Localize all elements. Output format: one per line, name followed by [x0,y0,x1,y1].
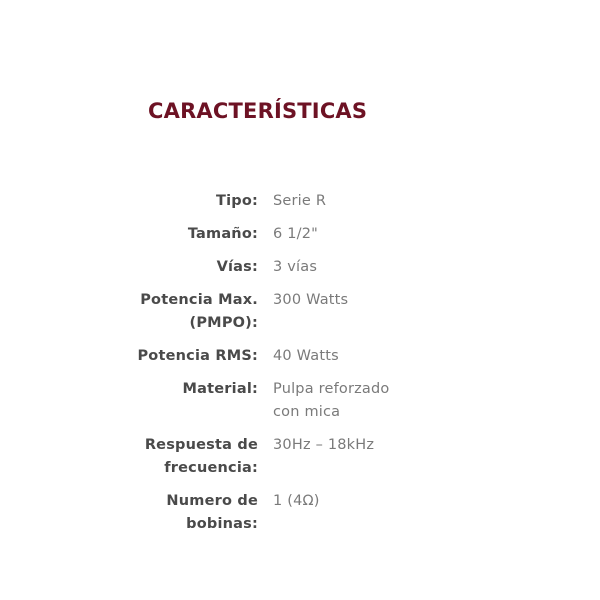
spec-label: Vías: [216,259,258,275]
spec-label: Respuesta de frecuencia: [144,437,258,476]
section-title: CARACTERÍSTICAS [148,99,368,123]
specs-table [130,190,450,546]
spec-row-tamano [130,223,450,246]
spec-label: Tipo: [215,193,258,209]
spec-row-potencia-rms [130,345,450,368]
spec-label: Potencia Max. (PMPO): [140,292,258,331]
spec-value: Pulpa reforzado con mica [273,381,390,420]
spec-row-potencia-max [130,289,450,335]
spec-value: Serie R [273,193,327,209]
spec-label: Tamaño: [187,226,258,242]
spec-label: Numero de bobinas: [166,493,258,532]
spec-label: Potencia RMS: [137,348,258,364]
spec-row-respuesta [130,434,450,480]
spec-row-bobinas [130,490,450,536]
spec-row-tipo [130,190,450,213]
spec-value: 30Hz – 18kHz [273,437,375,453]
spec-label: Material: [182,381,258,397]
spec-row-vias [130,256,450,279]
spec-value: 1 (4Ω) [273,493,320,509]
spec-value: 40 Watts [273,348,339,364]
spec-value: 300 Watts [273,292,349,308]
spec-value: 6 1/2" [273,226,319,242]
spec-row-material [130,378,450,424]
spec-value: 3 vías [273,259,318,275]
